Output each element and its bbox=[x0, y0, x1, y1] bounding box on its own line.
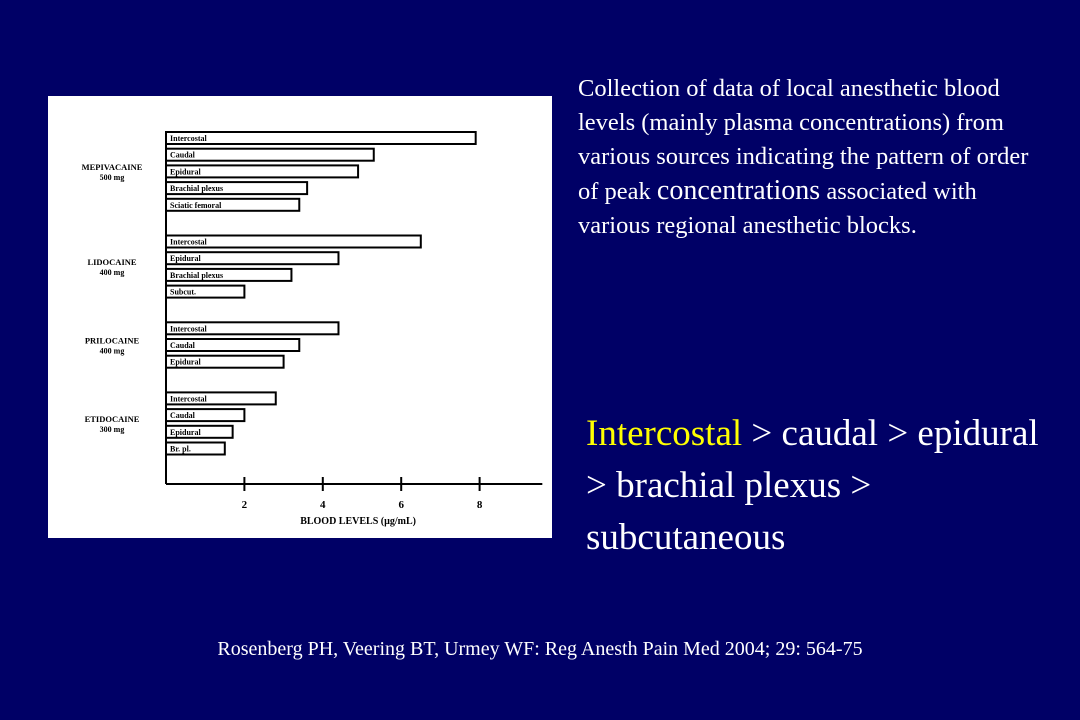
drug-dose-label: 400 mg bbox=[99, 267, 125, 277]
drug-dose-label: 400 mg bbox=[99, 346, 125, 356]
x-tick-label: 6 bbox=[398, 499, 404, 511]
description-part1: Collection of data of local anesthetic blood levels (mainly plasma concentrations) from various sources indicating the pattern of order of peak bbox=[578, 75, 1029, 205]
bar bbox=[166, 149, 374, 161]
bar-label: Epidural bbox=[170, 357, 201, 367]
x-tick-label: 8 bbox=[476, 499, 483, 511]
drug-name-label: ETIDOCAINE bbox=[84, 413, 140, 424]
bar-label: Sciatic femoral bbox=[170, 200, 222, 210]
bar-label: Intercostal bbox=[170, 324, 207, 334]
description-part2: associated with various regional anesthetic blocks. bbox=[578, 178, 977, 239]
bar bbox=[166, 132, 476, 144]
conclusion-highlight: Intercostal bbox=[586, 413, 743, 454]
x-tick-label: 2 bbox=[241, 499, 248, 511]
drug-name-label: PRILOCAINE bbox=[84, 335, 140, 346]
bar-label: Br. pl. bbox=[170, 444, 191, 454]
conclusion-rest: > caudal > epidural > brachial plexus > subcutaneous bbox=[586, 413, 1039, 558]
bar-label: Intercostal bbox=[170, 134, 207, 143]
bar-label: Subcut. bbox=[170, 287, 197, 297]
bar-label: Epidural bbox=[170, 427, 201, 437]
x-tick-label: 4 bbox=[320, 499, 326, 511]
conclusion-text bbox=[586, 408, 1066, 564]
description-text bbox=[578, 72, 1038, 243]
bar-label: Epidural bbox=[170, 167, 201, 177]
drug-name-label: MEPIVACAINE bbox=[81, 161, 143, 172]
description-big-word: concentrations bbox=[656, 175, 821, 206]
bar-label: Brachial plexus bbox=[170, 184, 224, 194]
drug-name-label: LIDOCAINE bbox=[87, 256, 137, 267]
bar-label: Intercostal bbox=[170, 394, 207, 404]
blood-levels-chart bbox=[48, 96, 552, 538]
bar-label: Caudal bbox=[170, 411, 195, 421]
drug-dose-label: 300 mg bbox=[99, 424, 125, 434]
drug-dose-label: 500 mg bbox=[99, 172, 125, 182]
x-axis-label: BLOOD LEVELS (µg/mL) bbox=[300, 516, 416, 527]
bar-label: Caudal bbox=[170, 150, 195, 160]
chart-image bbox=[48, 96, 552, 538]
bar-label: Caudal bbox=[170, 341, 195, 350]
bar-label: Epidural bbox=[170, 254, 201, 264]
citation: Rosenberg PH, Veering BT, Urmey WF: Reg Anesth Pain Med 2004; 29: 564-75 bbox=[217, 638, 863, 660]
bar-label: Intercostal bbox=[170, 237, 207, 247]
bar-label: Brachial plexus bbox=[170, 270, 224, 280]
